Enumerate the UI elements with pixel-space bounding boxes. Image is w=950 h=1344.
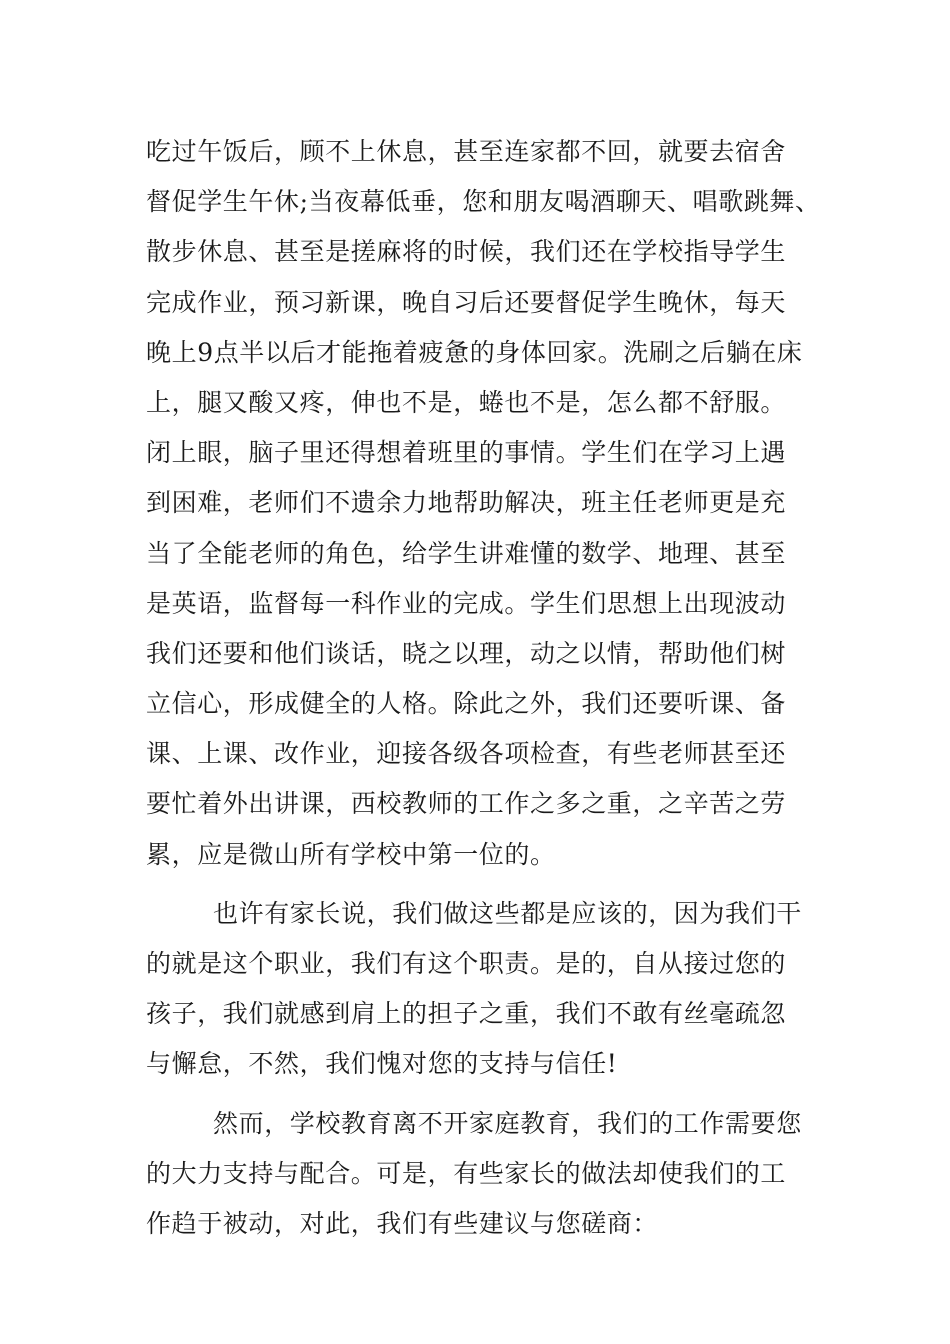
text-line: 晚上9点半以后才能拖着疲惫的身体回家。洗刷之后躺在床	[146, 337, 803, 367]
text-line: 散步休息、甚至是搓麻将的时候，我们还在学校指导学生	[146, 237, 787, 267]
text-line: 闭上眼，脑子里还得想着班里的事情。学生们在学习上遇	[146, 438, 787, 468]
text-line: 课、上课、改作业，迎接各级各项检查，有些老师甚至还	[146, 739, 787, 769]
paragraph-spacing	[146, 1090, 826, 1099]
text-line: 完成作业，预习新课，晚自习后还要督促学生晚休，每天	[146, 287, 787, 317]
document-body	[146, 127, 826, 1249]
text-line: 立信心，形成健全的人格。除此之外，我们还要听课、备	[146, 689, 787, 719]
paragraph	[146, 889, 826, 1090]
text-line: 的大力支持与配合。可是，有些家长的做法却使我们的工	[146, 1158, 787, 1188]
paragraph-spacing	[146, 880, 826, 889]
text-line: 当了全能老师的角色，给学生讲难懂的数学、地理、甚至	[146, 538, 787, 568]
text-line: 上，腿又酸又疼，伸也不是，蜷也不是，怎么都不舒服。	[146, 387, 787, 417]
text-line: 到困难，老师们不遗余力地帮助解决，班主任老师更是充	[146, 488, 787, 518]
text-line: 累，应是微山所有学校中第一位的。	[146, 839, 556, 869]
text-line: 督促学生午休;当夜幕低垂，您和朋友喝酒聊天、唱歌跳舞、	[146, 187, 821, 217]
text-line: 与懈怠，不然，我们愧对您的支持与信任!	[146, 1049, 618, 1079]
text-line: 也许有家长说，我们做这些都是应该的，因为我们干	[213, 898, 802, 928]
text-line: 作趋于被动，对此，我们有些建议与您磋商：	[146, 1208, 659, 1238]
text-line: 是英语，监督每一科作业的完成。学生们思想上出现波动	[146, 588, 787, 618]
text-line: 吃过午饭后，顾不上休息，甚至连家都不回，就要去宿舍	[146, 137, 787, 166]
text-line: 我们还要和他们谈话，晓之以理，动之以情，帮助他们树	[146, 638, 787, 668]
paragraph	[146, 1099, 826, 1250]
text-line: 的就是这个职业，我们有这个职责。是的，自从接过您的	[146, 949, 787, 978]
paragraph	[146, 127, 826, 880]
text-line: 要忙着外出讲课，西校教师的工作之多之重，之辛苦之劳	[146, 789, 787, 819]
text-line: 孩子，我们就感到肩上的担子之重，我们不敢有丝毫疏忽	[146, 999, 787, 1029]
text-line: 然而，学校教育离不开家庭教育，我们的工作需要您	[213, 1108, 802, 1138]
